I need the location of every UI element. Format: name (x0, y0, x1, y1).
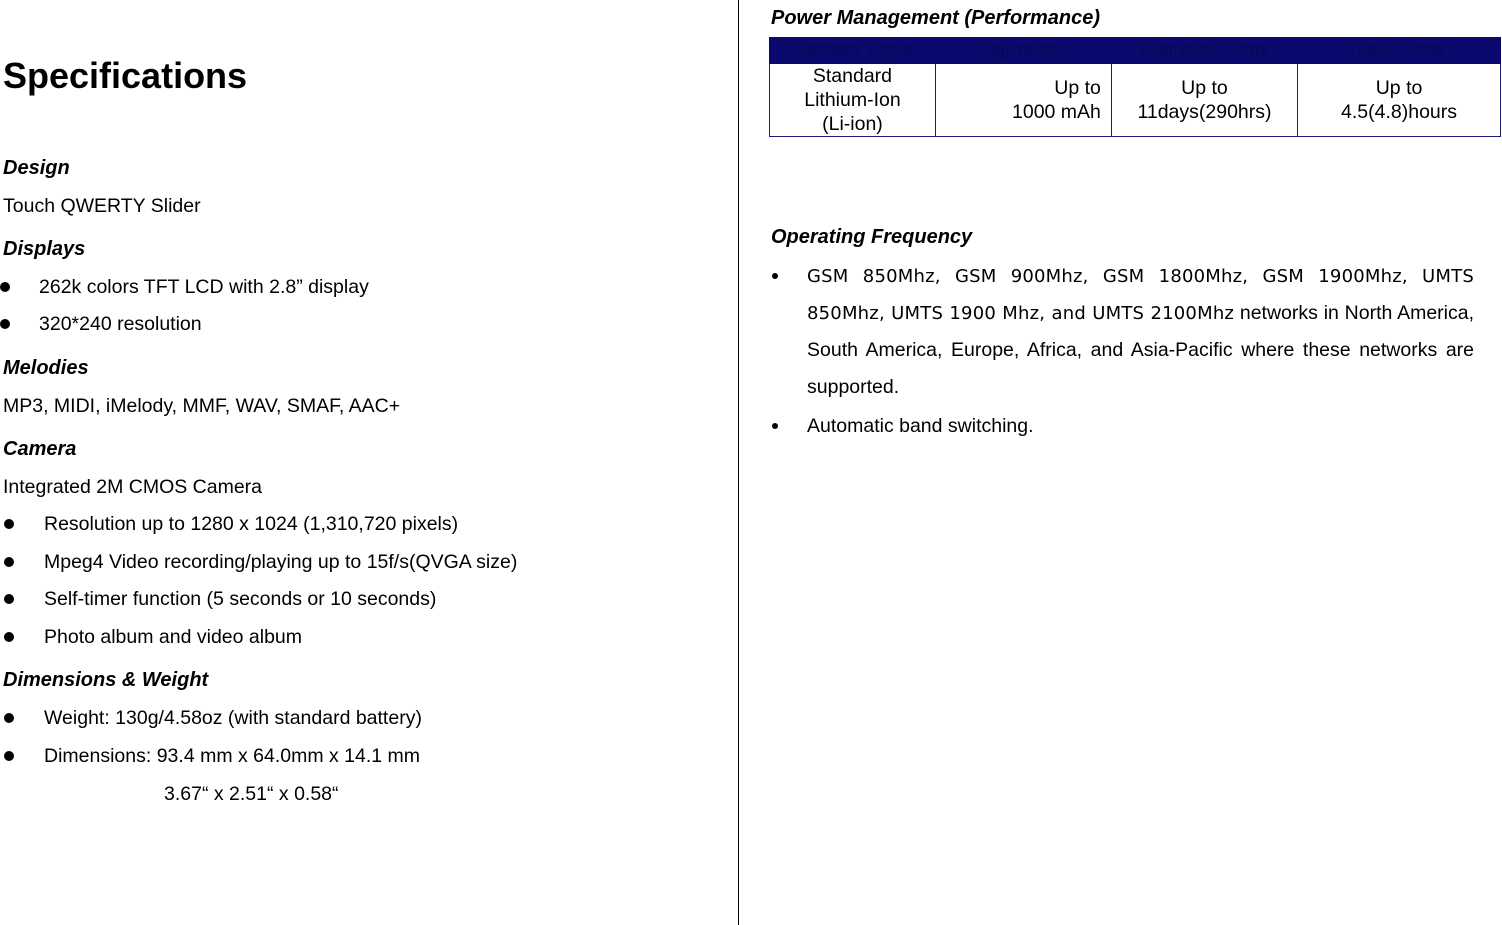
battery-type-cell (770, 64, 936, 137)
dimensions-heading: Dimensions & Weight (3, 669, 209, 691)
column-divider (738, 0, 739, 925)
bullet-icon (4, 751, 14, 761)
melodies-text: MP3, MIDI, iMelody, MMF, WAV, SMAF, AAC+ (3, 395, 401, 417)
frequency-heading: Operating Frequency (771, 226, 973, 248)
cell-line: Up to (1181, 77, 1228, 99)
frequency-item (807, 258, 1474, 406)
bullet-icon (0, 282, 10, 292)
bullet-icon (0, 319, 10, 329)
capacity-cell (935, 64, 1111, 137)
bullet-icon (4, 594, 14, 604)
design-heading: Design (3, 157, 70, 179)
displays-item: 262k colors TFT LCD with 2.8” display (39, 276, 369, 298)
frequency-item: Automatic band switching. (807, 415, 1034, 437)
standby-time-cell (1111, 64, 1297, 137)
cell-line: Up to (1054, 77, 1101, 99)
bullet-icon (4, 632, 14, 642)
camera-item: Photo album and video album (44, 626, 303, 648)
cell-line: Up to (1375, 77, 1423, 99)
displays-item: 320*240 resolution (39, 313, 202, 335)
bullet-icon (772, 273, 778, 279)
camera-heading: Camera (3, 438, 77, 460)
bullet-icon (4, 519, 14, 529)
displays-heading: Displays (3, 238, 86, 260)
table-row (770, 64, 1501, 137)
column-header-battery-type: Battery Type (770, 38, 936, 64)
dimensions-imperial: 3.67“ x 2.51“ x 0.58“ (164, 783, 339, 805)
cell-line: (Li-ion) (822, 113, 883, 135)
bullet-icon (772, 423, 778, 429)
cell-line: Standard (812, 65, 893, 87)
column-header-standby-time: Standby Time (1111, 38, 1297, 64)
camera-item: Mpeg4 Video recording/playing up to 15f/s(QVGA size) (44, 551, 518, 573)
camera-item: Resolution up to 1280 x 1024 (1,310,720 pixels) (44, 513, 459, 535)
cell-line: 1000 mAh (1012, 101, 1101, 123)
cell-line: 4.5(4.8)hours (1341, 101, 1458, 123)
power-table (769, 37, 1501, 137)
frequency-regions: networks in North America, South America, Europe, Africa, and Asia-Pacific where these networks are supported. (807, 302, 1474, 398)
bullet-icon (4, 713, 14, 723)
dimensions-item: Dimensions: 93.4 mm x 64.0mm x 14.1 mm (44, 745, 421, 767)
column-header-capacity: Capacity (935, 38, 1111, 64)
column-header-talk-time: Talk Time (1298, 38, 1501, 64)
camera-text: Integrated 2M CMOS Camera (3, 476, 263, 498)
camera-item: Self-timer function (5 seconds or 10 seconds) (44, 588, 437, 610)
dimensions-item: Weight: 130g/4.58oz (with standard battery) (44, 707, 422, 729)
frequency-bands: GSM 850Mhz, GSM 900Mhz, GSM 1800Mhz, GSM 1900Mhz, UMTS 850Mhz, UMTS 1900 Mhz, and UMTS 2100Mhz (807, 266, 1474, 324)
power-heading: Power Management (Performance) (771, 7, 1100, 29)
melodies-heading: Melodies (3, 357, 89, 379)
bullet-icon (4, 557, 14, 567)
table-header-row (770, 38, 1501, 64)
talk-time-cell (1298, 64, 1501, 137)
page-title: Specifications (3, 55, 248, 96)
design-text: Touch QWERTY Slider (3, 195, 201, 217)
cell-line: Lithium-Ion (804, 89, 901, 111)
cell-line: 11days(290hrs) (1137, 101, 1272, 123)
